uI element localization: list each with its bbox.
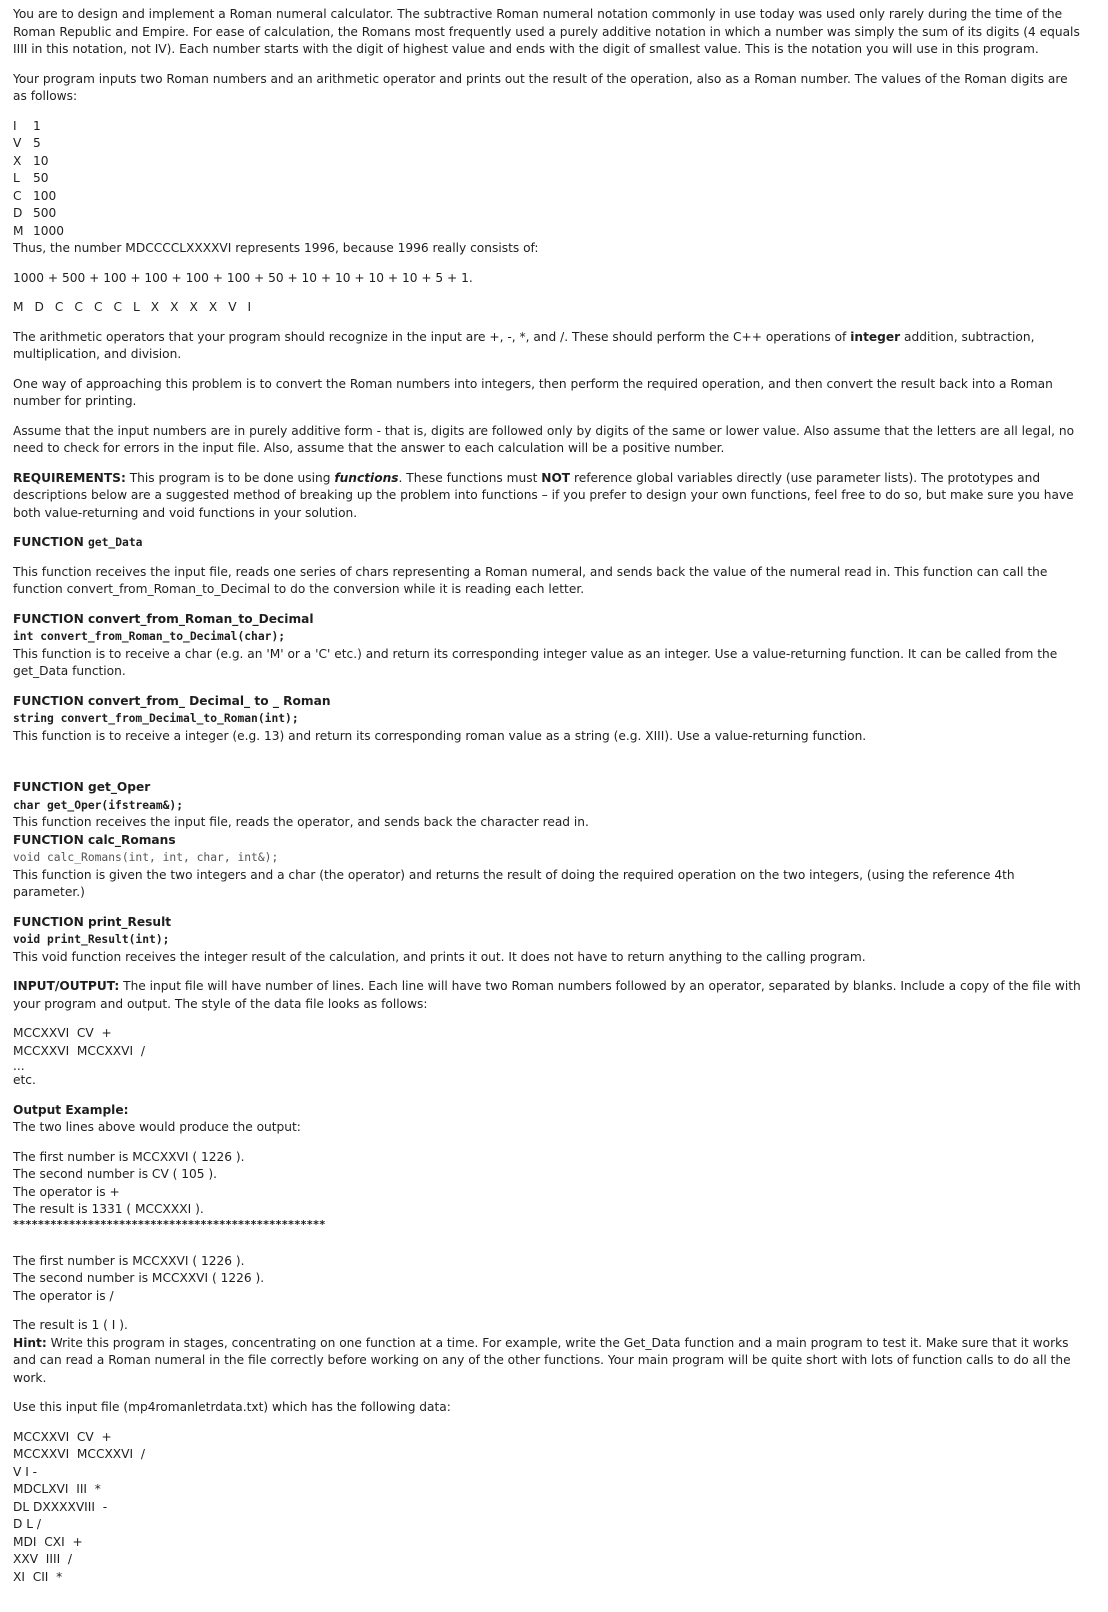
calc-romans-description: This function is given the two integers and a char (the operator) and returns the result of doing the required operation on the two integers, (using the reference 4th parameter.) [13,867,1015,899]
convert-roman-to-decimal-heading: FUNCTION convert_from_Roman_to_Decimal [13,611,314,626]
output-line: The second number is MCCXXVI ( 1226 ). [13,1271,265,1285]
input-line: XI CII * [13,1569,63,1584]
input-file-lines [13,1429,1081,1587]
hint-paragraph: Hint: Write this program in stages, concentrating on one function at a time. For example, write the Get_Data function and a main program to test it. Make sure that it works and can read a Roman numeral in the file correctly before working on any of the other functions. Your main program will be quite short with lots of function calls to do all the work. [13,1335,1071,1385]
output-line: The operator is + [13,1184,120,1199]
calc-romans-heading: FUNCTION calc_Romans [13,832,176,847]
print-result-heading: FUNCTION print_Result [13,914,172,929]
output-result-2: The result is 1 ( I ). [13,1318,128,1332]
convert-decimal-to-roman-prototype: string convert_from_Decimal_to_Roman(int); [13,712,299,725]
get-data-heading: FUNCTION get_Data [13,535,143,549]
io-line: MCCXXVI MCCXXVI / [13,1043,145,1058]
convert-decimal-to-roman-description: This function is to receive a integer (e.g. 13) and return its corresponding roman value as a string (e.g. XIII). Use a value-returning function. [13,728,867,743]
input-line: MDI CXI + [13,1534,83,1549]
digit-row: X 10 [13,153,49,168]
io-paragraph: INPUT/OUTPUT: The input file will have number of lines. Each line will have two Roman numbers followed by an operator, separated by blanks. Include a copy of the file with your program and output. The style of the data file looks as follows: [13,979,1081,1011]
digit-row: L 50 [13,171,49,185]
get-data-description: This function receives the input file, reads one series of chars representing a Roman numeral, and sends back the value of the numeral read in. This function can call the function convert_from_Roman_to_Decimal to do the conversion while it is reading each letter. [13,564,1048,596]
convert-decimal-to-roman-heading: FUNCTION convert_from_ Decimal_ to _ Roman [13,693,331,708]
io-sample-lines [13,1025,1081,1090]
output-block-2 [13,1253,1081,1306]
digit-row: C 100 [13,188,57,203]
example-letters: M D C C C C L X X X X V I [13,300,252,314]
approach-paragraph: One way of approaching this problem is to convert the Roman numbers into integers, then perform the required operation, and then convert the result back into a Roman number for printing. [13,376,1053,408]
convert-roman-to-decimal-prototype: int convert_from_Roman_to_Decimal(char); [13,630,286,643]
output-line: The operator is / [13,1288,114,1303]
digit-row: I 1 [13,118,41,133]
example-thus: Thus, the number MDCCCCLXXXXVI represents 1996, because 1996 really consists of: [13,241,539,255]
print-result-prototype: void print_Result(int); [13,933,170,946]
output-example-label: Output Example: [13,1102,129,1117]
input-line: XXV IIII / [13,1552,73,1566]
input-line: MCCXXVI MCCXXVI / [13,1447,145,1461]
operators-paragraph: The arithmetic operators that your program should recognize in the input are +, -, *, and /. These should perform the C++ operations of integer addition, subtraction, multiplication, and division. [13,329,1035,361]
io-line: ... [13,1059,25,1073]
requirements-paragraph: REQUIREMENTS: This program is to be done using functions. These functions must NOT reference global variables directly (use parameter lists). The prototypes and descriptions below are a suggested method of breaking up the problem into functions – if you prefer to design your own functions, feel free to do so, but make sure you have both value-returning and void functions in your solution. [13,470,1074,520]
get-oper-description: This function receives the input file, reads the operator, and sends back the character read in. [13,815,589,829]
get-oper-prototype: char get_Oper(ifstream&); [13,798,184,812]
stars-separator: ************************************************** [13,1217,326,1231]
input-line: V I - [13,1464,38,1479]
convert-roman-to-decimal-description: This function is to receive a char (e.g. an 'M' or a 'C' etc.) and return its corresponding integer value as an integer. Use a value-returning function. It can be called from the get_Data function. [13,646,1058,678]
get-oper-heading: FUNCTION get_Oper [13,780,151,794]
digit-row: V 5 [13,136,41,150]
output-example-intro: The two lines above would produce the output: [13,1120,301,1134]
output-line: The first number is MCCXXVI ( 1226 ). [13,1149,245,1164]
input-line: MCCXXVI CV + [13,1429,112,1444]
output-line: The result is 1331 ( MCCXXXI ). [13,1202,204,1216]
intro-paragraph: You are to design and implement a Roman numeral calculator. The subtractive Roman numeral notation commonly in use today was used only rarely during the time of the Roman Republic and Empire. For ease of calculation, the Romans most frequently used a purely additive notation in which a number was simply the sum of its digits (4 equals IIII in this notation, not IV). Each number starts with the digit of highest value and ends with the digit of smallest value. This is the notation you will use in this program. [13,7,1080,56]
output-block-1 [13,1149,1081,1231]
input-line: DL DXXXXVIII - [13,1499,108,1514]
io-line: MCCXXVI CV + [13,1026,112,1040]
intro-paragraph-2: Your program inputs two Roman numbers and an arithmetic operator and prints out the result of the operation, also as a Roman number. The values of the Roman digits are as follows: [13,71,1068,103]
input-line: MDCLXVI III * [13,1482,101,1496]
assume-paragraph: Assume that the input numbers are in purely additive form - that is, digits are followed only by digits of the same or lower value. Also assume that the letters are all legal, no need to check for errors in the input file. Also, assume that the answer to each calculation will be a positive number. [13,423,1075,455]
digit-row: D 500 [13,206,57,220]
example-sum: 1000 + 500 + 100 + 100 + 100 + 100 + 50 + 10 + 10 + 10 + 10 + 5 + 1. [13,270,473,285]
output-line: The first number is MCCXXVI ( 1226 ). [13,1253,245,1268]
print-result-description: This void function receives the integer result of the calculation, and prints it out. It does not have to return anything to the calling program. [13,949,866,964]
input-line: D L / [13,1517,42,1531]
io-line: etc. [13,1073,36,1087]
calc-romans-prototype: void calc_Romans(int, int, char, int&); [13,851,279,864]
digit-values-list [13,118,1081,241]
input-file-intro: Use this input file (mp4romanletrdata.txt) which has the following data: [13,1400,451,1414]
output-line: The second number is CV ( 105 ). [13,1167,218,1181]
digit-row: M 1000 [13,223,65,238]
